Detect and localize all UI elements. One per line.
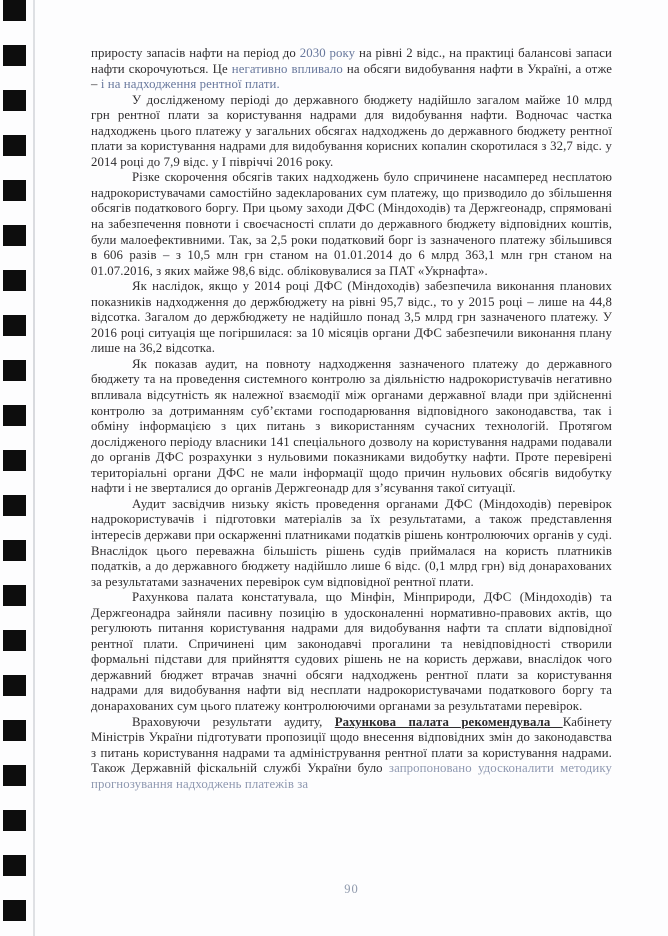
text-segment: Аудит засвідчив низьку якість проведення органами ДФС (Міндоходів) перевірок надрокористувачів і підготовки матеріалів за їх результатами, а також представлення інтересів держави при оскарженні платниками податків рішень контролюючих органів у суді. Внаслідок цього переважна більшість рішень судів приймалася на користь платників податків, а до державного бюджету надійшло лише 6 відс. (0,1 млрд грн) від донарахованих за результатами зазначених перевірок сум відповідної рентної плати. bbox=[91, 496, 612, 589]
paragraph bbox=[91, 590, 612, 714]
paragraph bbox=[91, 497, 612, 590]
paragraph bbox=[91, 46, 612, 93]
text-segment: Кабінету Міністрів України підготувати пропозиції щодо внесення відповідних змін до законодавства з питань користування надрами та адміністрування рентної плати за користування надрами. Також Державній фіскальній службі України було bbox=[91, 714, 612, 776]
binding-strip bbox=[3, 0, 26, 936]
paragraph bbox=[91, 93, 612, 171]
text-segment: запропоновано удосконалити методику прогнозування надходжень платежів за bbox=[91, 761, 612, 791]
text-segment: на обсяги видобування нафти в Україні, а отже – bbox=[91, 61, 612, 92]
text-segment: Як наслідок, якщо у 2014 році ДФС (Міндоходів) забезпечила виконання планових показників надходження до держбюджету на рівні 95,7 відс., то у 2015 році – лише на 44,8 відсотка. Загалом до держбюджету не надійшло понад 3,5 млрд грн зазначеного платежу. У 2016 році ситуація ще погіршилася: за 10 місяців органи ДФС забезпечили виконання плану лише на 36,2 відсотка. bbox=[91, 279, 612, 356]
text-segment: Рахункова палата констатувала, що Мінфін, Мінприроди, ДФС (Міндоходів) та Держгеонадра зайняли пасивну позицію в удосконаленні нормативно-правових актів, що регулюють питання користування надрами для видобування нафти та сплати відповідної рентної плати. Спричинені цим законодавчі прогалини та невідповідності створили формальні підстави для прийняття судових рішень не на користь держави, внаслідок чого державний бюджет втрачав значні обсяги надходжень рентної плати за користування надрами для видобування нафти від несплати надрокористувачами податкового боргу та донарахованих сум цього платежу контролюючими органами за результатами перевірок. bbox=[91, 590, 612, 713]
text-segment: негативно впливало bbox=[231, 61, 343, 76]
paragraph bbox=[91, 715, 612, 793]
text-segment: 2030 року bbox=[299, 46, 356, 60]
text-segment: Різке скорочення обсягів таких надходжень було спричинене насамперед несплатою надрокористувачами самостійно задекларованих сум платежу, що призводило до збільшення обсягів податкового боргу. При цьому заходи ДФС (Міндоходів) та Держгеонадр, спрямовані на забезпечення повноти і своєчасності сплати до державного бюджету відповідних коштів, були малоефективними. Так, за 2,5 роки податковий борг із зазначеного платежу збільшився в 606 разів – з 10,5 млн грн станом на 01.01.2014 до 6 млрд 363,1 млн грн станом на 01.07.2016, з яких майже 98,6 відс. обліковувалися за ПАТ «Укрнафта». bbox=[91, 170, 612, 278]
document-body bbox=[91, 46, 612, 792]
page-edge-shadow bbox=[33, 0, 35, 936]
text-segment: Як показав аудит, на повноту надходження зазначеного платежу до державного бюджету та на проведення системного контролю за діяльністю надрокористувачів негативно впливала відсутність як належної взаємодії між органами державної влади при здійсненні контролю за дотриманням суб’єктами господарювання відповідного законодавства, так і обміну інформацією з цих питань з використанням сучасних технологій. Протягом дослідженого періоду власники 141 спеціального дозволу на користування надрами подавали до органів ДФС розрахунки з нульовими показниками видобутку нафти. Проте перевірені територіальні органи ДФС не мали інформації щодо причин нульових обсягів видобутку нафти і не зверталися до органів Держгеонадр для з’ясування такої ситуації. bbox=[91, 356, 612, 496]
text-segment: У дослідженому періоді до державного бюджету надійшло загалом майже 10 млрд грн рентної плати за користування надрами для видобування нафти. Водночас частка надходжень цього платежу у загальних обсягах надходжень до державного бюджету рентної плати за користування надрами для видобування корисних копалин скоротилася з 32,7 відс. у 2014 році до 7,9 відс. у І півріччі 2016 року. bbox=[91, 92, 612, 169]
text-segment: Враховуючи результати аудиту, bbox=[132, 714, 335, 729]
text-segment: на рівні 2 відс., на практиці балансові запаси нафти скорочуються. Це bbox=[91, 46, 612, 76]
paragraph bbox=[91, 357, 612, 497]
text-segment: Рахункова палата рекомендувала bbox=[334, 714, 563, 729]
page-number: 90 bbox=[344, 882, 359, 896]
paragraph bbox=[91, 279, 612, 357]
text-segment: і на надходження рентної плати. bbox=[100, 77, 280, 92]
text-segment: приросту запасів нафти на період до bbox=[91, 46, 300, 60]
paragraph bbox=[91, 170, 612, 279]
